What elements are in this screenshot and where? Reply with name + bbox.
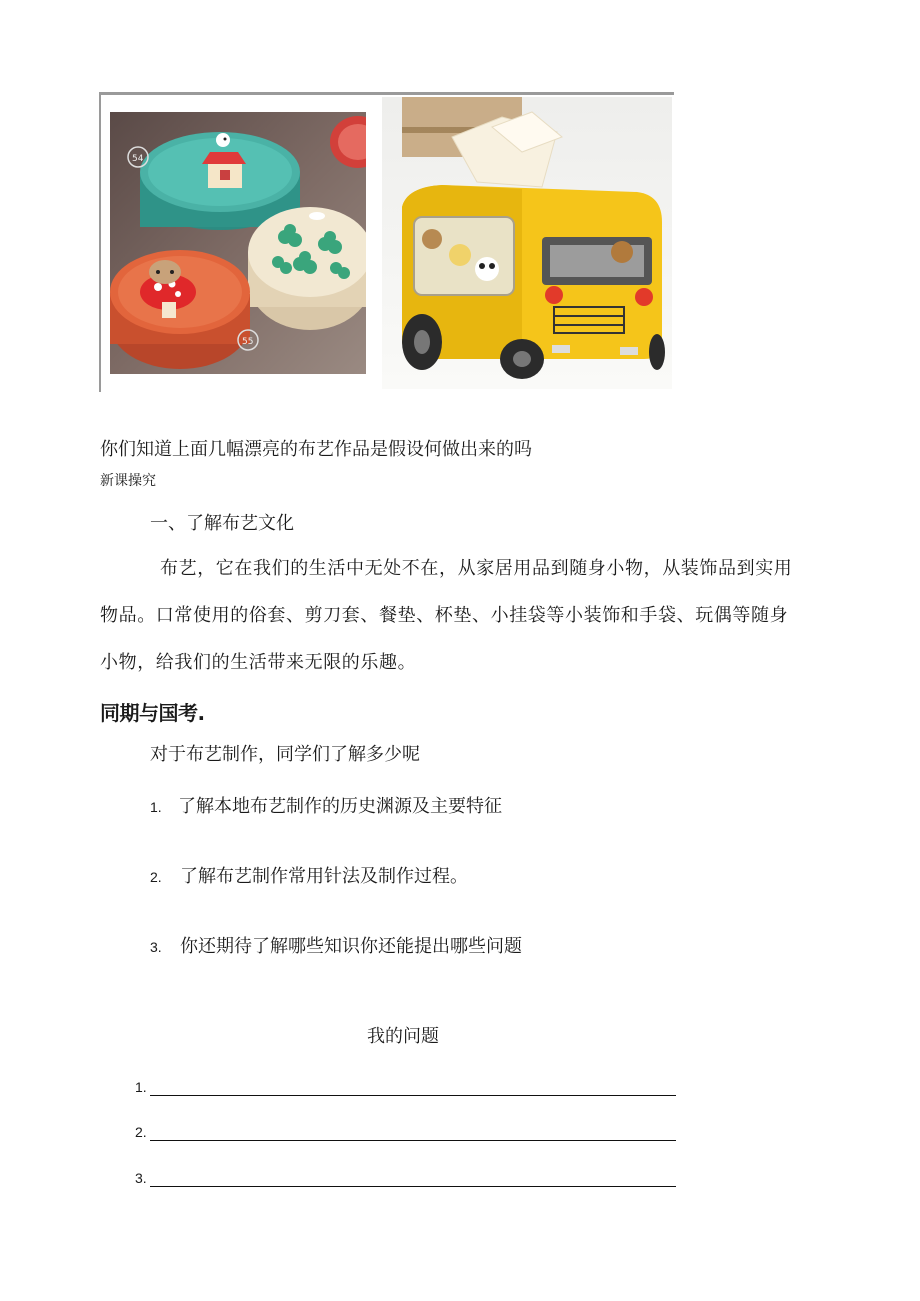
intro-question: 你们知道上面几幅漂亮的布艺作品是假设何做出来的吗 bbox=[100, 439, 532, 460]
section2-prompt: 对于布艺制作，同学们了解多少呢 bbox=[150, 744, 420, 765]
my-questions-title: 我的问题 bbox=[367, 1026, 439, 1047]
felt-boxes-photo bbox=[110, 112, 366, 374]
blank-number: 3. bbox=[135, 1170, 147, 1186]
label-54: 54 bbox=[132, 154, 144, 164]
section2-heading: 同期与国考. bbox=[100, 701, 205, 725]
answer-blank-line[interactable] bbox=[150, 1140, 676, 1141]
blank-number: 1. bbox=[135, 1079, 147, 1095]
section1-heading: 一、了解布艺文化 bbox=[150, 513, 294, 534]
section-label: 新课操究 bbox=[100, 473, 156, 489]
list-item-number: 3. bbox=[150, 939, 162, 955]
answer-blank-line[interactable] bbox=[150, 1186, 676, 1187]
bus-tissue-box-photo bbox=[382, 97, 672, 389]
list-item-text: 了解布艺制作常用针法及制作过程。 bbox=[180, 866, 468, 887]
list-item-number: 1. bbox=[150, 799, 162, 815]
list-item bbox=[150, 792, 502, 818]
list-item bbox=[150, 932, 522, 958]
list-item bbox=[150, 862, 468, 888]
list-item-number: 2. bbox=[150, 869, 162, 885]
label-55: 55 bbox=[242, 337, 254, 347]
list-item-text: 你还期待了解哪些知识你还能提出哪些问题 bbox=[180, 936, 522, 957]
blank-number: 2. bbox=[135, 1124, 147, 1140]
paragraph-line-1: 布艺，它在我们的生活中无处不在，从家居用品到随身小物，从装饰品到实用 bbox=[160, 558, 793, 579]
list-item-text: 了解本地布艺制作的历史渊源及主要特征 bbox=[178, 796, 502, 817]
answer-blank-line[interactable] bbox=[150, 1095, 676, 1096]
paragraph-line-3: 小物，给我们的生活带来无限的乐趣。 bbox=[100, 652, 417, 673]
paragraph-line-2: 物品。口常使用的俗套、剪刀套、餐垫、杯垫、小挂袋等小装饰和手袋、玩偶等随身 bbox=[100, 605, 789, 626]
section1-paragraph bbox=[100, 545, 850, 686]
